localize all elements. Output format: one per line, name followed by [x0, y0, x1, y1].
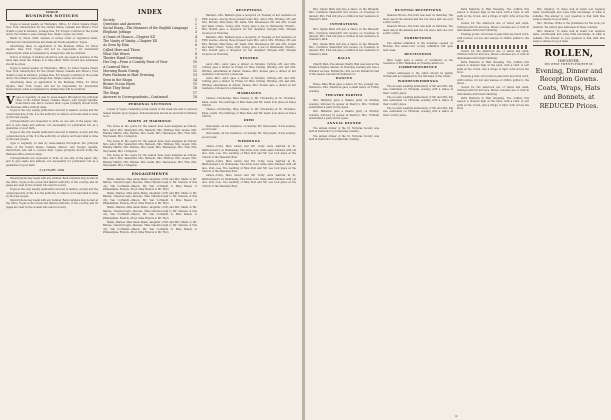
index-entry-page: 4 [194, 34, 197, 39]
advertiser-address: 385 WEST TWENTY-FOURTH ST. [544, 63, 594, 67]
index-entry-label: Morning Room Gossip [103, 69, 139, 74]
divider [6, 93, 98, 94]
hunting-receptions-title: HUNTING RECEPTIONS [394, 8, 442, 12]
index-entry-label: Seen in the Shops [103, 77, 133, 82]
intimations-column: Mrs. Ogden Mills will give a dance on the fifteenth. Mrs. Cornelius Vanderbilt will receive on Tuesdays in January. Mrs. Fish will give a cotillion at her residence in Gramercy Park. INTIMATIONS Mrs. Ogden Mills will give a dance on the fifteenth. Mrs. Cornelius Vanderbilt will receive on Tuesdays in January. Mrs. Fish will give a cotillion at her residence in Gramercy Park. Mrs. Ogden Mills will give a dance on the fifteenth. Mrs. Cornelius Vanderbilt will receive on Tuesdays in January. Mrs. Fish will give a cotillion at her residence in Gramercy Park. BALLS Charity Ball—The annual Charity Ball was held at the Madison Square Garden on Thursday evening and was a brilliant success. Patriarchs—The second Patriarchs ball of the season was held at Delmonico's. DANCES Rives—Miss Rives gave a dance for the younger set. Dinsmore—Mrs. Dinsmore gave a small dance on Friday evening. THEATRE PARTIES Mrs. Hamilton gave a theatre party on Monday evening, followed by supper at Sherry's. Mrs. Turnbull entertained a party at the opera. Mrs. Hamilton gave a theatre party on Monday evening, followed by supper at Sherry's. Mrs. Turnbull entertained a party at the opera. ANNUAL DINNER The annual dinner of the St. Nicholas Society was held at Delmonico's on Saturday evening. The annual dinner of the St. Nicholas Society was held at Delmonico's on Saturday evening. [309, 8, 379, 141]
index-entry-page: 14 [192, 77, 197, 82]
personal-sections-title: PERSONAL SECTIONS [128, 102, 172, 107]
index-entry-page: 18 [192, 94, 197, 99]
advertiser-name: ROLLEN, [544, 49, 594, 60]
index-entry-label: The Vanity of Vanity—Chapter XII [103, 38, 158, 43]
annual-dinner-title: ANNUAL DINNER [327, 120, 361, 125]
index-entry [103, 95, 197, 99]
index-entry-page: 12 [192, 69, 197, 74]
index-entry-label: Questions and Answers [103, 21, 141, 26]
divider [6, 175, 98, 176]
correspondence-title: CORRESPONDENCE [398, 65, 438, 70]
advertiser-title: IMPORTER, [557, 59, 581, 64]
index-title: INDEX [137, 9, 163, 16]
index-entry-label: Society [103, 17, 115, 22]
index-entry-label: Social Essay—The Manners of the English Language [103, 26, 189, 31]
social-column: RECEPTIONS Baldwin—Mrs. Baldwin gave a reception on Tuesday at her residence in Fifth Avenue. Among those present were Mrs. Astor, Mrs. Whitney, Mr. and Mrs. Burden, Miss Kane, Mr. Iselin, Mrs. Havemeyer, Mr. and Mrs. Goelet and many others. Young—Mrs. Young gave a tea on Wednesday. Hewitt—Mrs. Hewitt gave a reception for her daughter. Morgan—Mrs. Morgan received on Thursday. Baldwin—Mrs. Baldwin gave a reception on Tuesday at her residence in Fifth Avenue. Among those present were Mrs. Astor, Mrs. Whitney, Mr. and Mrs. Burden, Miss Kane, Mr. Iselin, Mrs. Havemeyer, Mr. and Mrs. Goelet and many others. Young—Mrs. Young gave a tea on Wednesday. Hewitt—Mrs. Hewitt gave a reception for her daughter. Morgan—Mrs. Morgan received on Thursday. DINNERS Astor—Mrs. Astor gave a dinner on Monday. Cutting—Mr. and Mrs. Cutting gave a dinner on Friday for Miss Cutting. Whitney—Mr. and Mrs. Whitney entertained at dinner. Sloane—Mrs. Sloane gave a dinner at her residence, followed by a musicale. Astor—Mrs. Astor gave a dinner on Monday. Cutting—Mr. and Mrs. Cutting gave a dinner on Friday for Miss Cutting. Whitney—Mr. and Mrs. Whitney entertained at dinner. Sloane—Mrs. Sloane gave a dinner at her residence, followed by a musicale. MARRIAGES Cheney—Chickering. Miss Cheney to Mr. Chickering at St. Thomas's. Kane—Iselin. The marriage of Miss Kane and Mr. Iselin took place at Grace Church. Cheney—Chickering. Miss Cheney to Mr. Chickering at St. Thomas's. Kane—Iselin. The marriage of Miss Kane and Mr. Iselin took place at Grace Church. DIED Stuyvesant—At his residence, on Sunday, Mr. Stuyvesant, in his seventy-second year. Stuyvesant—At his residence, on Sunday, Mr. Stuyvesant, in his seventy-second year. WEDDINGS Alston—Colby. Miss Alston and Mr. Colby were married at St. Bartholomew's on Wednesday. The bride wore white satin trimmed with old lace. Post—Lee. The wedding of Miss Post and Mr. Lee took place at the Church of the Heavenly Rest. Alston—Colby. Miss Alston and Mr. Colby were married at St. Bartholomew's on Wednesday. The bride wore white satin trimmed with old lace. Post—Lee. The wedding of Miss Post and Mr. Lee took place at the Church of the Heavenly Rest. Alston—Colby. Miss Alston and Mr. Colby were married at St. Bartholomew's on Wednesday. The bride wore white satin trimmed with old lace. Post—Lee. The wedding of Miss Post and Mr. Lee took place at the Church of the Heavenly Rest. [202, 8, 296, 188]
index-entry-page: 9 [194, 56, 197, 61]
advertisement-text: Evening, Dinner and Reception Gowns. Coats, Wraps, Hats and Bonnets, at REDUCED Prices. [535, 66, 603, 110]
intimations-title: INTIMATIONS [330, 21, 358, 26]
index-entry-label: Theatre Hand Coverings [103, 56, 143, 61]
index-list [103, 18, 197, 100]
dances-title: DANCES [335, 76, 353, 81]
right-page [305, 0, 611, 420]
index-entry-page: 15 [192, 81, 197, 86]
index-entry-page: 1 [194, 17, 197, 22]
index-entry-page: 8 [194, 51, 197, 56]
engagements-title: ENGAGEMENTS [131, 171, 169, 176]
page-number: iii [455, 415, 458, 418]
balls-title: BALLS [337, 56, 351, 61]
died-title: DIED [243, 118, 255, 123]
index-entry-page: 5 [194, 38, 197, 43]
business-notices-text: Vogue is issued weekly on Thursdays. Office, 61 Union Square (West) New York. Subscription for the United States, Canada and Mexico, Four dollars a year in advance, postage free. For foreign countries in the postal union, five dollars a year, postage free. Single copies, ten cents. Remit by check, draft, express or money order or registered letter. Address all communications and make all checks payable to Vogue. Advertising rates on application to the Business Office, 61 Union Square, New York. Vogue will not be responsible for unsolicited manuscripts; when accompanied by stamps they will be returned. Notice of change of address should be sent one week in advance of the issue date when the change is to take effect. Both old and new addresses should be given. Vogue is issued weekly on Thursdays. Office, 61 Union Square (West) New York. Subscription for the United States, Canada and Mexico, Four dollars a year in advance, postage free. For foreign countries in the postal union, five dollars a year, postage free. Single copies, ten cents. Advertising rates on application to the Business Office, 61 Union Square, New York. Vogue will not be responsible for unsolicited manuscripts; when accompanied by stamps they will be returned. [6, 23, 98, 92]
index-entry-label: What She Wears [103, 51, 130, 56]
index-entry-page: 3 [194, 30, 197, 35]
index-entry-label: A Game of Chance—Chapter XII [103, 34, 156, 39]
boxes-title: BOXES AT HARMONIC [128, 118, 172, 123]
index-entry-label: What They Read [103, 86, 130, 91]
index-entry-page: 6 [194, 43, 197, 48]
index-entry-label: Paris Fashions in Hair Dressing [103, 73, 154, 78]
index-column: INDEX Society 1 Questions and Answers 2 Social Essay—The Manners of the English Language 2 Elephant Jottings 3 A Game of Chance—Chapter XII 4 The Vanity of Vanity—Chapter XII 5 As Seen by Him 6 Called Here and There 7 What She Wears 8 Theatre Hand Coverings 9 Her Day—From a Comedy Point of View 10 A Carnival Wire 11 Morning Room Gossip 12 Paris Fashions in Hair Dressing 13 Seen in the Shops 14 Bruins Ocean Haste 15 What They Read 16 The Stage 17 Answers to Correspondents—Continued 18 PERSONAL SECTIONS Copies of Vogue containing social events of the week are sent to persons named therein upon request. Announcements should be sent before Monday noon. BOXES AT HARMONIC The boxes at the opera for the season have been assigned as follows. Mrs. Astor, Mrs. Vanderbilt, Mrs. Belmont, Mrs. Whitney, Mrs. Goelet, Mrs. Bradley Martin, Mrs. Burden, Mrs. Iselin, Mrs. Havemeyer, Mrs. Fish, Mrs. Stuyvesant, Mrs. Livingston. The boxes at the opera for the season have been assigned as follows. Mrs. Astor, Mrs. Vanderbilt, Mrs. Belmont, Mrs. Whitney, Mrs. Goelet, Mrs. Bradley Martin, Mrs. Burden, Mrs. Iselin, Mrs. Havemeyer, Mrs. Fish, Mrs. Stuyvesant, Mrs. Livingston. The boxes at the opera for the season have been assigned as follows. Mrs. Astor, Mrs. Vanderbilt, Mrs. Belmont, Mrs. Whitney, Mrs. Goelet, Mrs. Bradley Martin, Mrs. Burden, Mrs. Iselin, Mrs. Havemeyer, Mrs. Fish, Mrs. Stuyvesant, Mrs. Livingston. ENGAGEMENTS Mann—Barnes. Miss Annie Mann, daughter of Mr. and Mrs. Mann, to Mr. Barnes. Clauzborough—Stevens. Miss Clauzborough to Mr. Stevens of this city. Van Cortlandt—Mason. Mr. Van Cortlandt to Miss Mason of Philadelphia. Francis—Hoyt. Miss Francis to Mr. Hoyt. Mann—Barnes. Miss Annie Mann, daughter of Mr. and Mrs. Mann, to Mr. Barnes. Clauzborough—Stevens. Miss Clauzborough to Mr. Stevens of this city. Van Cortlandt—Mason. Mr. Van Cortlandt to Miss Mason of Philadelphia. Francis—Hoyt. Miss Francis to Mr. Hoyt. Mann—Barnes. Miss Annie Mann, daughter of Mr. and Mrs. Mann, to Mr. Barnes. Clauzborough—Stevens. Miss Clauzborough to Mr. Stevens of this city. Van Cortlandt—Mason. Mr. Van Cortlandt to Miss Mason of Philadelphia. Francis—Hoyt. Miss Francis to Mr. Hoyt. Mann—Barnes. Miss Annie Mann, daughter of Mr. and Mrs. Mann, to Mr. Barnes. Clauzborough—Stevens. Miss Clauzborough to Mr. Stevens of this city. Van Cortlandt—Mason. Mr. Van Cortlandt to Miss Mason of Philadelphia. Francis—Hoyt. Miss Francis to Mr. Hoyt. [103, 9, 197, 235]
index-entry-page: 11 [192, 64, 197, 69]
drop-cap: V [6, 94, 15, 108]
weddings-title: WEDDINGS [237, 139, 261, 144]
footnote-text: Subscriptions may begin with any number. Back numbers may be had at the office. Vogue is the social and fashion authority of the country, and its pages are read by the women who lead in society. Vogue is the only weekly publication devoted to fashion, society and the ceremonial side of life. It is the authority on what is worn and what is done by the best people. Subscriptions may begin with any number. Back numbers may be had at the office. Vogue is the social and fashion authority of the country, and its pages are read by the women who lead in society. [6, 177, 98, 209]
index-entry-label: Elephant Jottings [103, 30, 132, 35]
recitations-title: RECITATIONS [404, 52, 432, 57]
index-entry-page: 17 [192, 90, 197, 95]
index-entry-page: 13 [192, 73, 197, 78]
hunting-column: HUNTING RECEPTIONS Meadow Brook—The hunt was held on Saturday. The meet was at the kennels and the run was a fast one over a stiff country. Meadow Brook—The hunt was held on Saturday. The meet was at the kennels and the run was a fast one over a stiff country. EXHIBITIONS The annual exhibition of the Academy opened on Monday. The water-color society exhibition will open next week. RECITATIONS Miss Leigh gave a series of recitations at the residence of Mrs. Beekman on Tuesday afternoon. CORRESPONDENCE Letters addressed to the editor should be plainly written and accompanied by the full name of the writer. WOODENWEDDINGS The wooden wedding anniversary of Mr. and Mrs. Kip was celebrated on Thursday evening with a dance at their country place. The wooden wedding anniversary of Mr. and Mrs. Kip was celebrated on Thursday evening with a dance at their country place. The wooden wedding anniversary of Mr. and Mrs. Kip was celebrated on Thursday evening with a dance at their country place. [383, 8, 453, 117]
divider [533, 45, 605, 46]
ornamental-border [457, 45, 529, 49]
marriages-title: MARRIAGES [236, 90, 262, 95]
dinners-title: DINNERS [239, 56, 259, 61]
editorial-text: V ogue is regularly on sale by news-dealers throughout the principal cities of the United States, Canada, Mexico, and foreign capitals. Subscribers who fail to receive their copies promptly should notify the Business Office without delay. Vogue is the only weekly publication devoted to fashion, society and the ceremonial side of life. It is the authority on what is worn and what is done by the best people. Correspondents are requested to write on one side of the paper only, and to give name and address, not necessarily for publication but as a guarantee of good faith. Vogue is the only weekly publication devoted to fashion, society and the ceremonial side of life. It is the authority on what is worn and what is done by the best people. ogue is regularly on sale by news-dealers throughout the principal cities of the United States, Canada, Mexico, and foreign capitals. Subscribers who fail to receive their copies promptly should notify the Business Office without delay. Correspondents are requested to write on one side of the paper only, and to give name and address, not necessarily for publication but as a guarantee of good faith. [6, 94, 98, 167]
index-entry-page: 7 [194, 47, 197, 52]
index-entry-page: 2 [194, 21, 197, 26]
exhibitions-title: EXHIBITIONS [404, 35, 432, 40]
woodenweddings-title: WOODENWEDDINGS [397, 78, 439, 83]
index-entry-label: As Seen by Him [103, 43, 129, 48]
business-notices-column [6, 8, 98, 414]
business-notices-header: VOGUE BUSINESS NOTICES [6, 9, 98, 21]
index-entry-label: Answers to Correspondents—Continued [103, 94, 168, 99]
issue-date: 6 JANUARY, 1894 [39, 168, 65, 173]
index-entry-label: The Stage [103, 90, 120, 95]
index-entry-label: Her Day—From a Comedy Point of View [103, 60, 168, 65]
theatre-parties-title: THEATRE PARTIES [325, 93, 363, 98]
left-page [0, 0, 302, 420]
index-entry-label: Bruins Ocean Haste [103, 81, 136, 86]
receptions-title: RECEPTIONS [236, 8, 262, 12]
index-entry-page: 16 [192, 86, 197, 91]
answers-column: Mrs. Sheldon. To dress well at small cost requires taste, forethought and some little knowledge of what is suitable. The answer to your question is that dark blue serge is always in good taste. Mrs. Thoreau. Write to the publishers for the book you mention. We cannot give addresses in these columns. Mrs. Sheldon. To dress well at small cost requires taste, forethought and some little knowledge of what is suitable. The answer to your question is that dark blue serge is always in good taste. ROLLEN, IMPORTER, 385 WEST TWENTY-FOURTH ST. Evening, Dinner and Reception Gowns. Coats, Wraps, Hats and Bonnets, at REDUCED Prices. [533, 8, 605, 110]
fashion-column: Paris Fashions in Hair Dressing. The coiffure this season is dressed high at the back, with a twist of soft puffs at the crown, and a fringe of light curls across the brow. Gowns for the afternoon are of velvet and satin, trimmed with fur and lace. Street costumes are of cloth in dark shades with braid trimming. Evening gowns of brocade in pale tints are much worn, with bodices cut low and sleeves of chiffon puffed to the elbow. Gowns for the afternoon are of velvet and satin, trimmed with fur and lace. Street costumes are of cloth in dark shades with braid trimming. Paris Fashions in Hair Dressing. The coiffure this season is dressed high at the back, with a twist of soft puffs at the crown, and a fringe of light curls across the brow. Evening gowns of brocade in pale tints are much worn, with bodices cut low and sleeves of chiffon puffed to the elbow. Gowns for the afternoon are of velvet and satin, trimmed with fur and lace. Street costumes are of cloth in dark shades with braid trimming. Paris Fashions in Hair Dressing. The coiffure this season is dressed high at the back, with a twist of soft puffs at the crown, and a fringe of light curls across the brow. [457, 8, 529, 111]
index-entry-page: 2 [194, 26, 197, 31]
index-entry-label: Called Here and There [103, 47, 140, 52]
index-entry-page: 10 [192, 60, 197, 65]
divider [103, 169, 197, 170]
index-entry-label: A Carnival Wire [103, 64, 129, 69]
